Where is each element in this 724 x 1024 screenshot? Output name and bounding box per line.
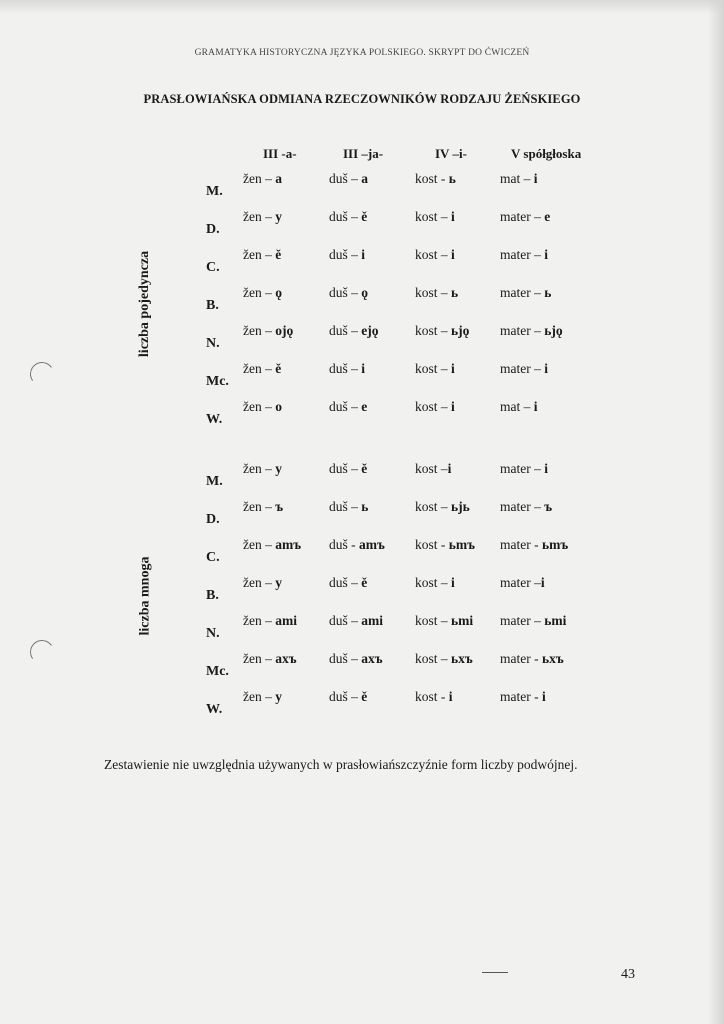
form-stem: mater –	[500, 247, 545, 262]
form-stem: kost –	[415, 613, 452, 628]
form-cell	[500, 399, 538, 415]
form-stem: mater –	[500, 361, 545, 376]
form-stem: žen –	[243, 575, 276, 590]
form-stem: duš –	[329, 461, 362, 476]
case-label: C.	[206, 260, 220, 275]
form-cell	[329, 399, 367, 415]
form-cell	[329, 361, 365, 377]
form-stem: kost -	[415, 171, 449, 186]
form-stem: kost –	[415, 499, 452, 514]
form-ending: ě	[361, 209, 368, 224]
form-cell	[500, 613, 566, 629]
form-ending: y	[275, 461, 282, 476]
form-stem: mater –	[500, 575, 541, 590]
form-stem: kost –	[415, 399, 452, 414]
form-stem: žen –	[243, 361, 276, 376]
form-ending: ьxъ	[541, 651, 564, 666]
form-cell	[329, 613, 383, 629]
form-cell	[500, 575, 545, 591]
form-ending: i	[448, 689, 453, 704]
form-stem: žen –	[243, 537, 276, 552]
form-cell	[243, 361, 281, 377]
form-cell	[500, 651, 564, 667]
punch-hole-mark	[28, 638, 56, 666]
scan-shadow-right	[708, 0, 724, 1024]
form-ending: ь	[448, 171, 456, 186]
form-ending: ě	[361, 689, 368, 704]
form-ending: axъ	[275, 651, 297, 666]
case-label: W.	[206, 412, 223, 427]
form-ending: ь	[544, 285, 552, 300]
side-label-plural: liczba mnoga	[136, 556, 152, 636]
running-header: GRAMATYKA HISTORYCZNA JĘZYKA POLSKIEGO. SKRYPT DO ĆWICZEŃ	[194, 48, 530, 58]
form-ending: amъ	[359, 537, 385, 552]
form-ending: o	[275, 399, 282, 414]
form-ending: i	[451, 361, 455, 376]
form-ending: i	[451, 575, 455, 590]
form-cell	[243, 247, 281, 263]
case-label: M.	[206, 184, 223, 199]
form-ending: ьmi	[544, 613, 567, 628]
form-stem: mater -	[500, 689, 542, 704]
form-stem: žen –	[243, 399, 276, 414]
form-stem: mater –	[500, 285, 545, 300]
case-label: B.	[206, 588, 219, 603]
form-stem: kost –	[415, 461, 448, 476]
form-ending: ě	[361, 461, 368, 476]
form-stem: kost –	[415, 247, 452, 262]
form-cell	[329, 651, 383, 667]
form-stem: kost –	[415, 575, 452, 590]
form-stem: žen –	[243, 247, 276, 262]
case-label: N.	[206, 336, 220, 351]
form-ending: i	[544, 361, 548, 376]
form-cell	[329, 575, 367, 591]
footer-dash	[482, 972, 508, 973]
form-ending: i	[540, 575, 545, 590]
form-stem: žen –	[243, 499, 276, 514]
form-stem: duš –	[329, 651, 362, 666]
form-cell	[415, 361, 455, 377]
case-label: C.	[206, 550, 220, 565]
case-label: D.	[206, 222, 220, 237]
form-stem: mater -	[500, 537, 542, 552]
form-ending: amъ	[275, 537, 302, 552]
form-stem: kost -	[415, 689, 449, 704]
form-cell	[329, 537, 385, 553]
form-stem: mater –	[500, 499, 545, 514]
form-stem: kost –	[415, 323, 452, 338]
form-stem: duš –	[329, 575, 362, 590]
form-cell	[415, 399, 455, 415]
form-ending: ьmi	[451, 613, 474, 628]
column-header-i: IV –i-	[435, 146, 467, 161]
form-ending: ami	[275, 613, 297, 628]
form-ending: ь	[361, 499, 369, 514]
form-cell	[415, 285, 458, 301]
form-stem: žen –	[243, 209, 276, 224]
form-stem: mater –	[500, 323, 545, 338]
form-cell	[415, 171, 456, 187]
form-ending: e	[361, 399, 368, 414]
case-label: Mc.	[206, 664, 229, 679]
form-ending: i	[541, 689, 546, 704]
form-stem: žen –	[243, 285, 276, 300]
form-cell	[415, 575, 455, 591]
form-stem: kost –	[415, 209, 452, 224]
form-stem: mater –	[500, 461, 545, 476]
form-cell	[500, 689, 546, 705]
form-ending: ъ	[544, 499, 553, 514]
form-ending: i	[544, 247, 548, 262]
form-stem: duš –	[329, 247, 362, 262]
form-ending: ojǫ	[275, 323, 294, 338]
form-ending: ьmъ	[541, 537, 569, 552]
form-ending: ьjǫ	[544, 323, 563, 338]
form-cell	[329, 323, 379, 339]
form-stem: mater -	[500, 651, 542, 666]
form-stem: mat –	[500, 399, 534, 414]
form-cell	[500, 537, 568, 553]
form-stem: duš –	[329, 361, 362, 376]
form-stem: duš –	[329, 499, 362, 514]
form-cell	[243, 461, 282, 477]
side-label-singular: liczba pojedyncza	[137, 250, 153, 358]
form-cell	[500, 499, 552, 515]
form-stem: duš –	[329, 613, 362, 628]
form-ending: ъ	[275, 499, 284, 514]
form-ending: y	[275, 575, 282, 590]
form-stem: duš –	[329, 209, 362, 224]
column-header-consonant: V spółgłoska	[511, 146, 582, 161]
page-title: PRASŁOWIAŃSKA ODMIANA RZECZOWNIKÓW RODZAJU ŻEŃSKIEGO	[143, 92, 581, 106]
punch-hole-mark	[28, 360, 56, 388]
scan-shadow-top	[0, 0, 724, 14]
form-stem: duš –	[329, 399, 362, 414]
form-stem: kost -	[415, 537, 449, 552]
form-cell	[500, 323, 563, 339]
form-ending: y	[275, 209, 282, 224]
case-label: N.	[206, 626, 220, 641]
form-cell	[500, 247, 548, 263]
form-ending: y	[275, 689, 282, 704]
form-cell	[329, 689, 367, 705]
form-stem: kost –	[415, 285, 452, 300]
case-label: W.	[206, 702, 223, 717]
form-cell	[243, 689, 282, 705]
form-cell	[243, 171, 282, 187]
form-stem: žen –	[243, 613, 276, 628]
form-ending: i	[451, 399, 455, 414]
form-cell	[500, 285, 551, 301]
form-stem: žen –	[243, 689, 276, 704]
form-cell	[243, 499, 283, 515]
form-cell	[329, 499, 368, 515]
form-ending: a	[361, 171, 369, 186]
form-stem: kost –	[415, 361, 452, 376]
form-ending: i	[361, 247, 366, 262]
form-ending: i	[451, 247, 455, 262]
form-ending: i	[447, 461, 452, 476]
form-cell	[243, 651, 297, 667]
form-stem: mater –	[500, 209, 545, 224]
form-stem: žen –	[243, 651, 276, 666]
case-label: Mc.	[206, 374, 229, 389]
form-ending: i	[451, 209, 455, 224]
column-header-ja: III –ja-	[343, 146, 384, 161]
form-ending: i	[544, 461, 548, 476]
form-cell	[500, 209, 550, 225]
form-cell	[329, 285, 368, 301]
form-ending: ě	[361, 575, 368, 590]
form-cell	[243, 613, 297, 629]
form-cell	[415, 461, 451, 477]
form-cell	[500, 171, 538, 187]
form-stem: duš –	[329, 171, 362, 186]
form-stem: žen –	[243, 323, 276, 338]
form-cell	[415, 651, 473, 667]
form-ending: ьxъ	[451, 651, 473, 666]
form-ending: ьmъ	[448, 537, 476, 552]
form-cell	[415, 323, 469, 339]
form-stem: duš –	[329, 323, 362, 338]
case-label: D.	[206, 512, 220, 527]
form-cell	[415, 209, 455, 225]
form-ending: i	[533, 399, 538, 414]
form-ending: a	[275, 171, 282, 186]
form-cell	[243, 537, 301, 553]
form-ending: i	[533, 171, 538, 186]
form-stem: duš -	[329, 537, 359, 552]
form-stem: mat –	[500, 171, 534, 186]
form-ending: ьjǫ	[451, 323, 470, 338]
footnote: Zestawienie nie uwzględnia używanych w prasłowiańszczyźnie form liczby podwójnej.	[104, 757, 578, 772]
form-cell	[415, 499, 470, 515]
form-stem: žen –	[243, 461, 276, 476]
form-cell	[329, 209, 367, 225]
form-cell	[329, 171, 368, 187]
form-stem: duš –	[329, 285, 362, 300]
form-ending: ǫ	[361, 285, 369, 300]
form-cell	[243, 399, 282, 415]
form-stem: mater –	[500, 613, 545, 628]
form-cell	[500, 461, 548, 477]
form-stem: kost –	[415, 651, 452, 666]
case-label: M.	[206, 474, 223, 489]
column-header-a: III -a-	[263, 146, 297, 161]
form-cell	[243, 209, 282, 225]
form-ending: e	[544, 209, 551, 224]
form-cell	[415, 689, 453, 705]
form-ending: ь	[451, 285, 459, 300]
form-cell	[329, 247, 365, 263]
form-ending: ě	[275, 361, 282, 376]
form-cell	[243, 575, 282, 591]
form-stem: duš –	[329, 689, 362, 704]
form-ending: ejǫ	[361, 323, 379, 338]
form-ending: ě	[275, 247, 282, 262]
case-label: B.	[206, 298, 219, 313]
form-ending: axъ	[361, 651, 383, 666]
form-ending: ьjь	[451, 499, 470, 514]
form-cell	[415, 247, 455, 263]
form-cell	[243, 323, 293, 339]
form-cell	[500, 361, 548, 377]
page-number: 43	[621, 967, 635, 982]
form-cell	[329, 461, 367, 477]
form-cell	[243, 285, 282, 301]
form-stem: žen –	[243, 171, 276, 186]
form-cell	[415, 537, 475, 553]
form-cell	[415, 613, 473, 629]
form-ending: ami	[361, 613, 384, 628]
form-ending: i	[361, 361, 366, 376]
form-ending: ǫ	[275, 285, 282, 300]
